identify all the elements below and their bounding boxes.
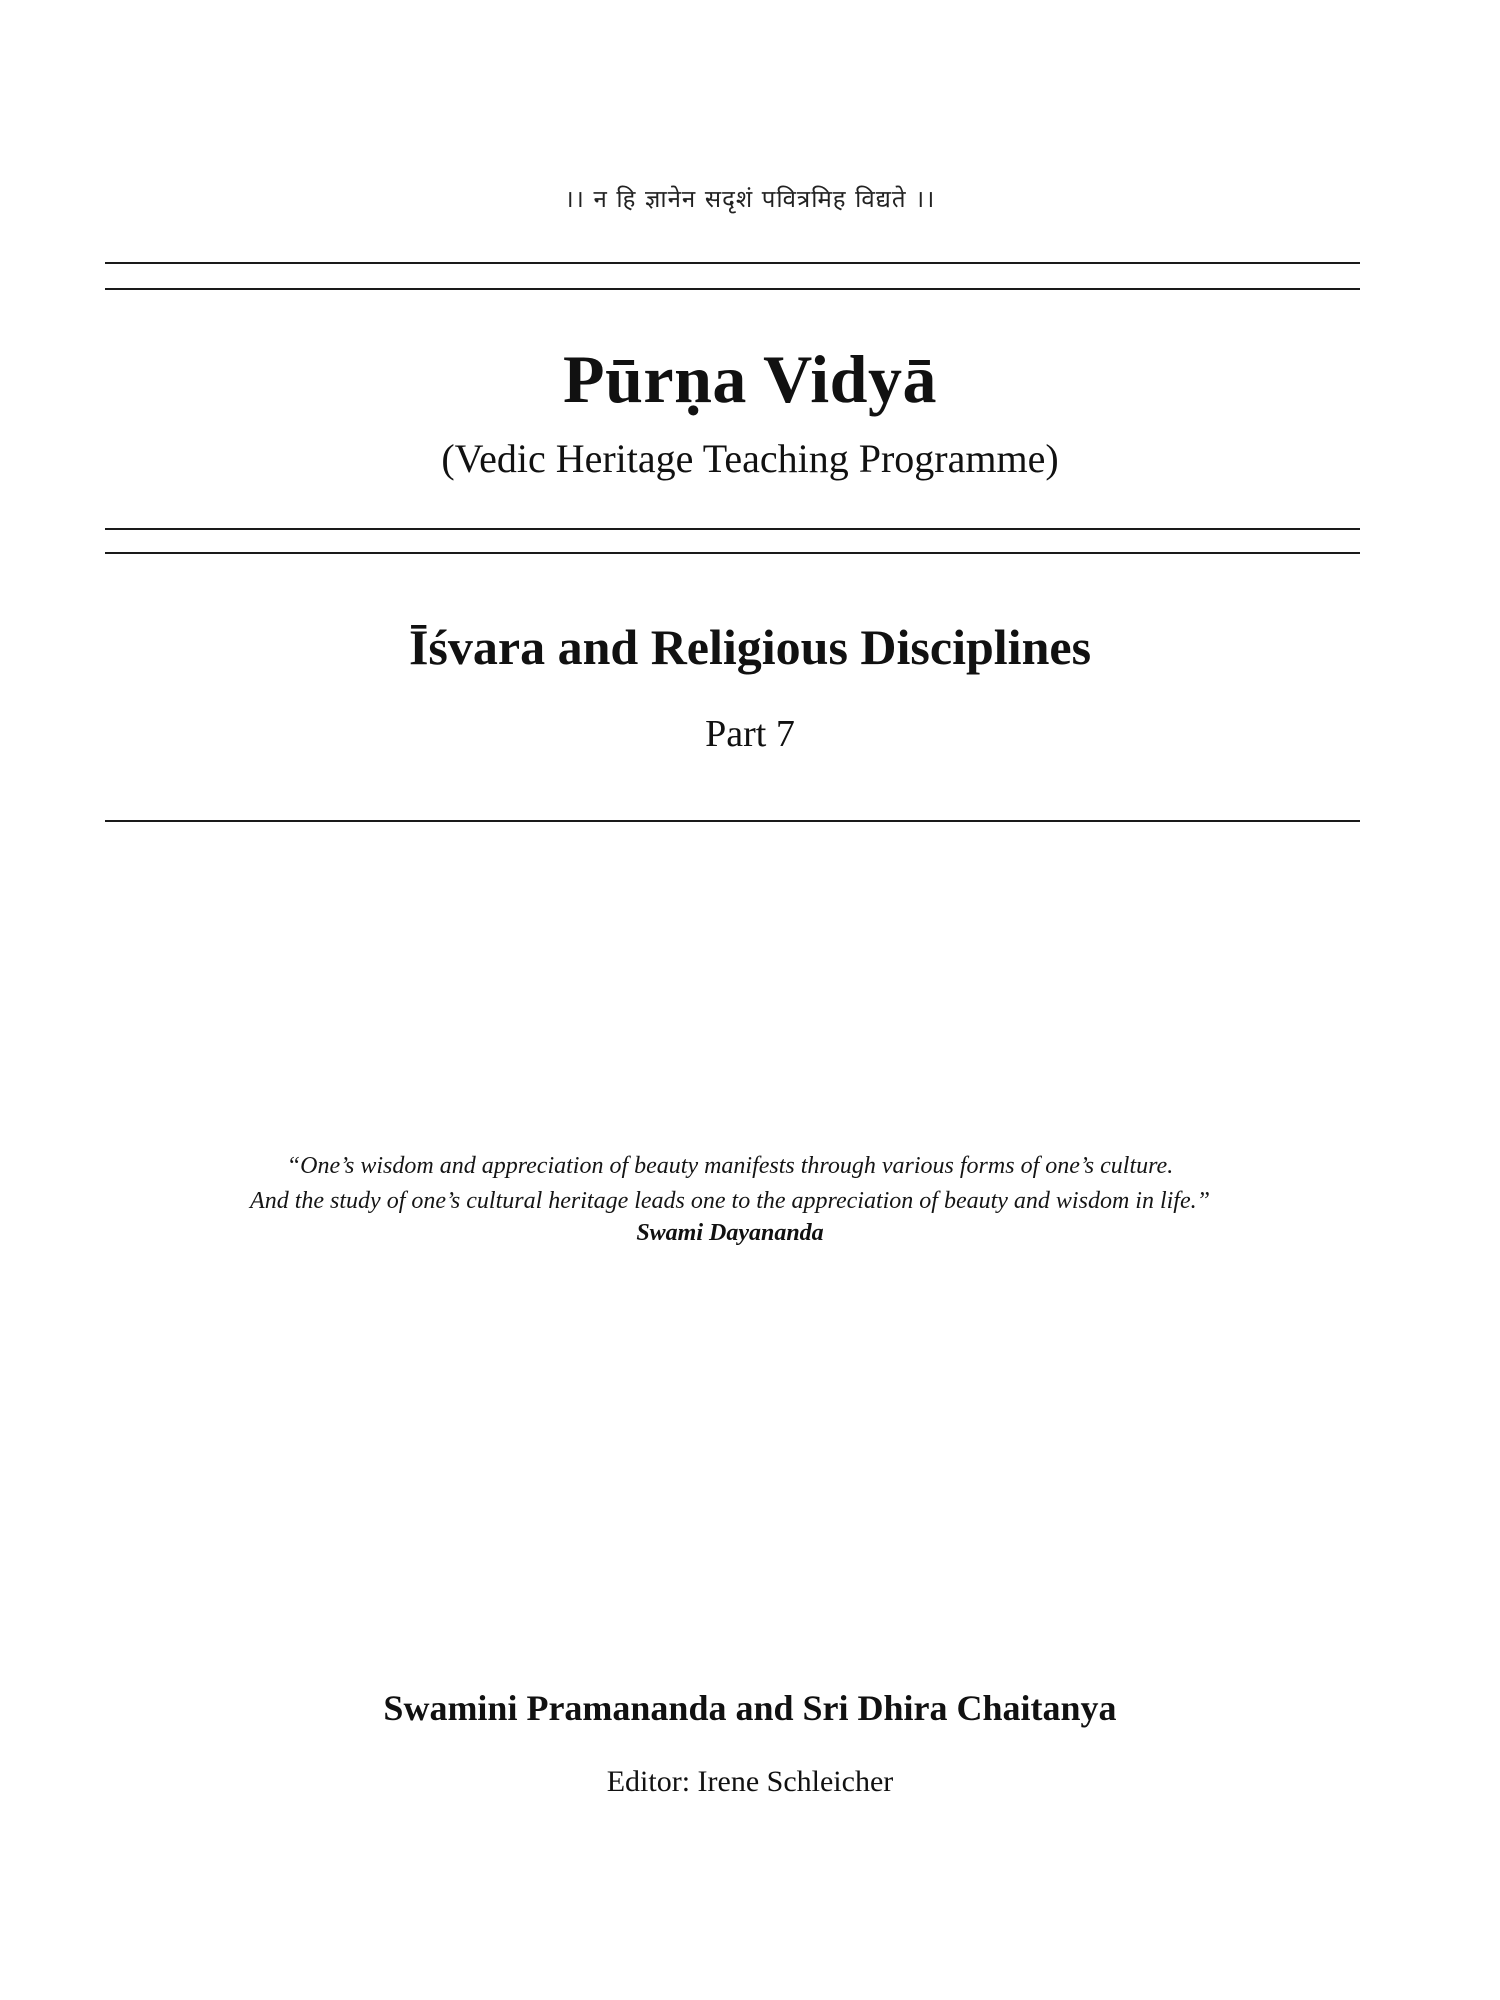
divider-rule — [105, 552, 1360, 554]
part-number: Part 7 — [705, 713, 795, 755]
divider-rule — [105, 820, 1360, 822]
quote-line: “One’s wisdom and appreciation of beauty manifests through various forms of one’s culture. — [286, 1153, 1174, 1179]
divider-rule — [105, 528, 1360, 530]
section-title: Īśvara and Religious Disciplines — [408, 619, 1092, 675]
editor: Editor: Irene Schleicher — [606, 1765, 894, 1798]
sanskrit-motto: ।। न हि ज्ञानेन सदृशं पवित्रमिह विद्यते ।। — [564, 185, 936, 213]
divider-rule — [105, 262, 1360, 264]
divider-rule — [105, 288, 1360, 290]
quote-line: And the study of one’s cultural heritage leads one to the appreciation of beauty and wisdom in life.” — [250, 1188, 1210, 1214]
book-subtitle: (Vedic Heritage Teaching Programme) — [441, 436, 1059, 481]
book-title: Pūrṇa Vidyā — [563, 341, 937, 417]
quote-author: Swami Dayananda — [636, 1220, 824, 1246]
authors: Swamini Pramananda and Sri Dhira Chaitanya — [383, 1688, 1117, 1728]
